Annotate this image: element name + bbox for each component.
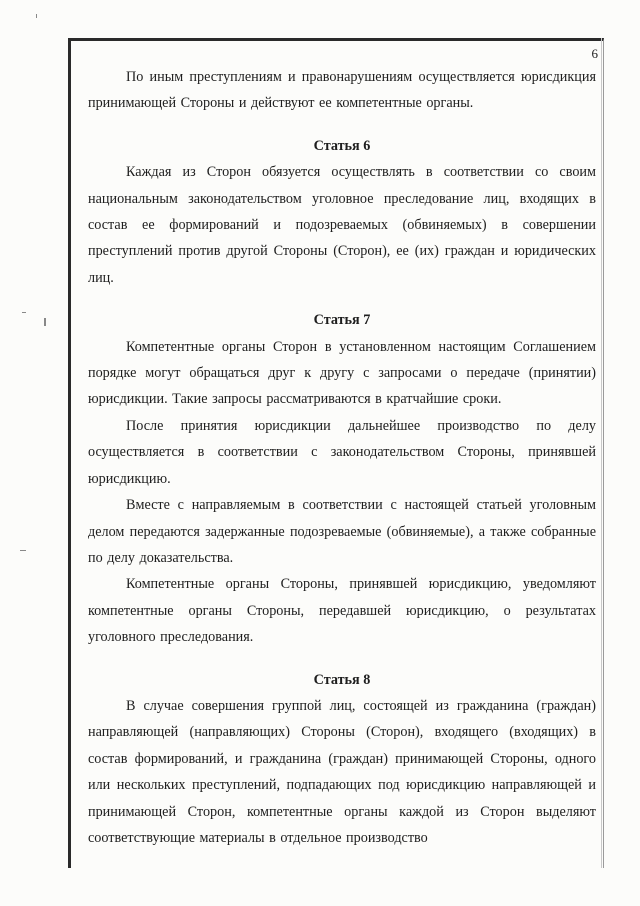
paragraph: Компетентные органы Стороны, принявшей юрисдикцию, уведомляют компетентные органы Стороны, передавшей юрисдикцию, о результатах уголовного преследования. [88, 576, 596, 646]
page-border-right-line [601, 38, 602, 868]
paragraph: По иным преступлениям и правонарушениям осуществляется юрисдикция принимающей Стороны и действуют ее компетентные органы. [88, 69, 596, 112]
article-heading: Статья 8 [313, 671, 371, 688]
paragraph: Каждая из Сторон обязуется осуществлять в соответствии со своим национальным законодательством уголовное преследование лиц, входящих в состав ее формирований и подозреваемых (обвиняемых) в совершении преступлений против другой Стороны (Сторон), ее (их) граждан и юридических лиц. [88, 164, 596, 286]
scan-speck [44, 318, 46, 326]
paragraph: Вместе с направляемым в соответствии с настоящей статьей уголовным делом передаются задержанные подозреваемые (обвиняемые), а также собранные по делу доказательства. [88, 497, 596, 566]
scan-speck [22, 312, 26, 313]
scan-speck [20, 550, 26, 551]
page-number: 6 [591, 46, 598, 61]
paragraph: Компетентные органы Сторон в установленном настоящим Соглашением порядке могут обращаться друг к другу с запросами о передаче (принятии) юрисдикции. Такие запросы рассматриваются в кратчайшие сроки. [88, 338, 596, 408]
article-heading: Статья 6 [313, 137, 371, 154]
paragraph: После принятия юрисдикции дальнейшее производство по делу осуществляется в соответствии с законодательством Стороны, принявшей юрисдикцию. [88, 417, 596, 487]
article-heading: Статья 7 [313, 312, 371, 329]
paragraph: В случае совершения группой лиц, состоящей из гражданина (граждан) направляющей (направляющих) Стороны (Сторон), входящего (входящих) в состав формирований, и гражданина (граждан) принимающей Стороны, одного или нескольких преступлений, подпадающих под юрисдикцию направляющей и принимающей Сторон, компетентные органы каждой из Сторон выделяют соответствующие материалы в отдельное производство [88, 697, 596, 846]
scan-speck [36, 14, 37, 18]
document-body [88, 64, 596, 851]
